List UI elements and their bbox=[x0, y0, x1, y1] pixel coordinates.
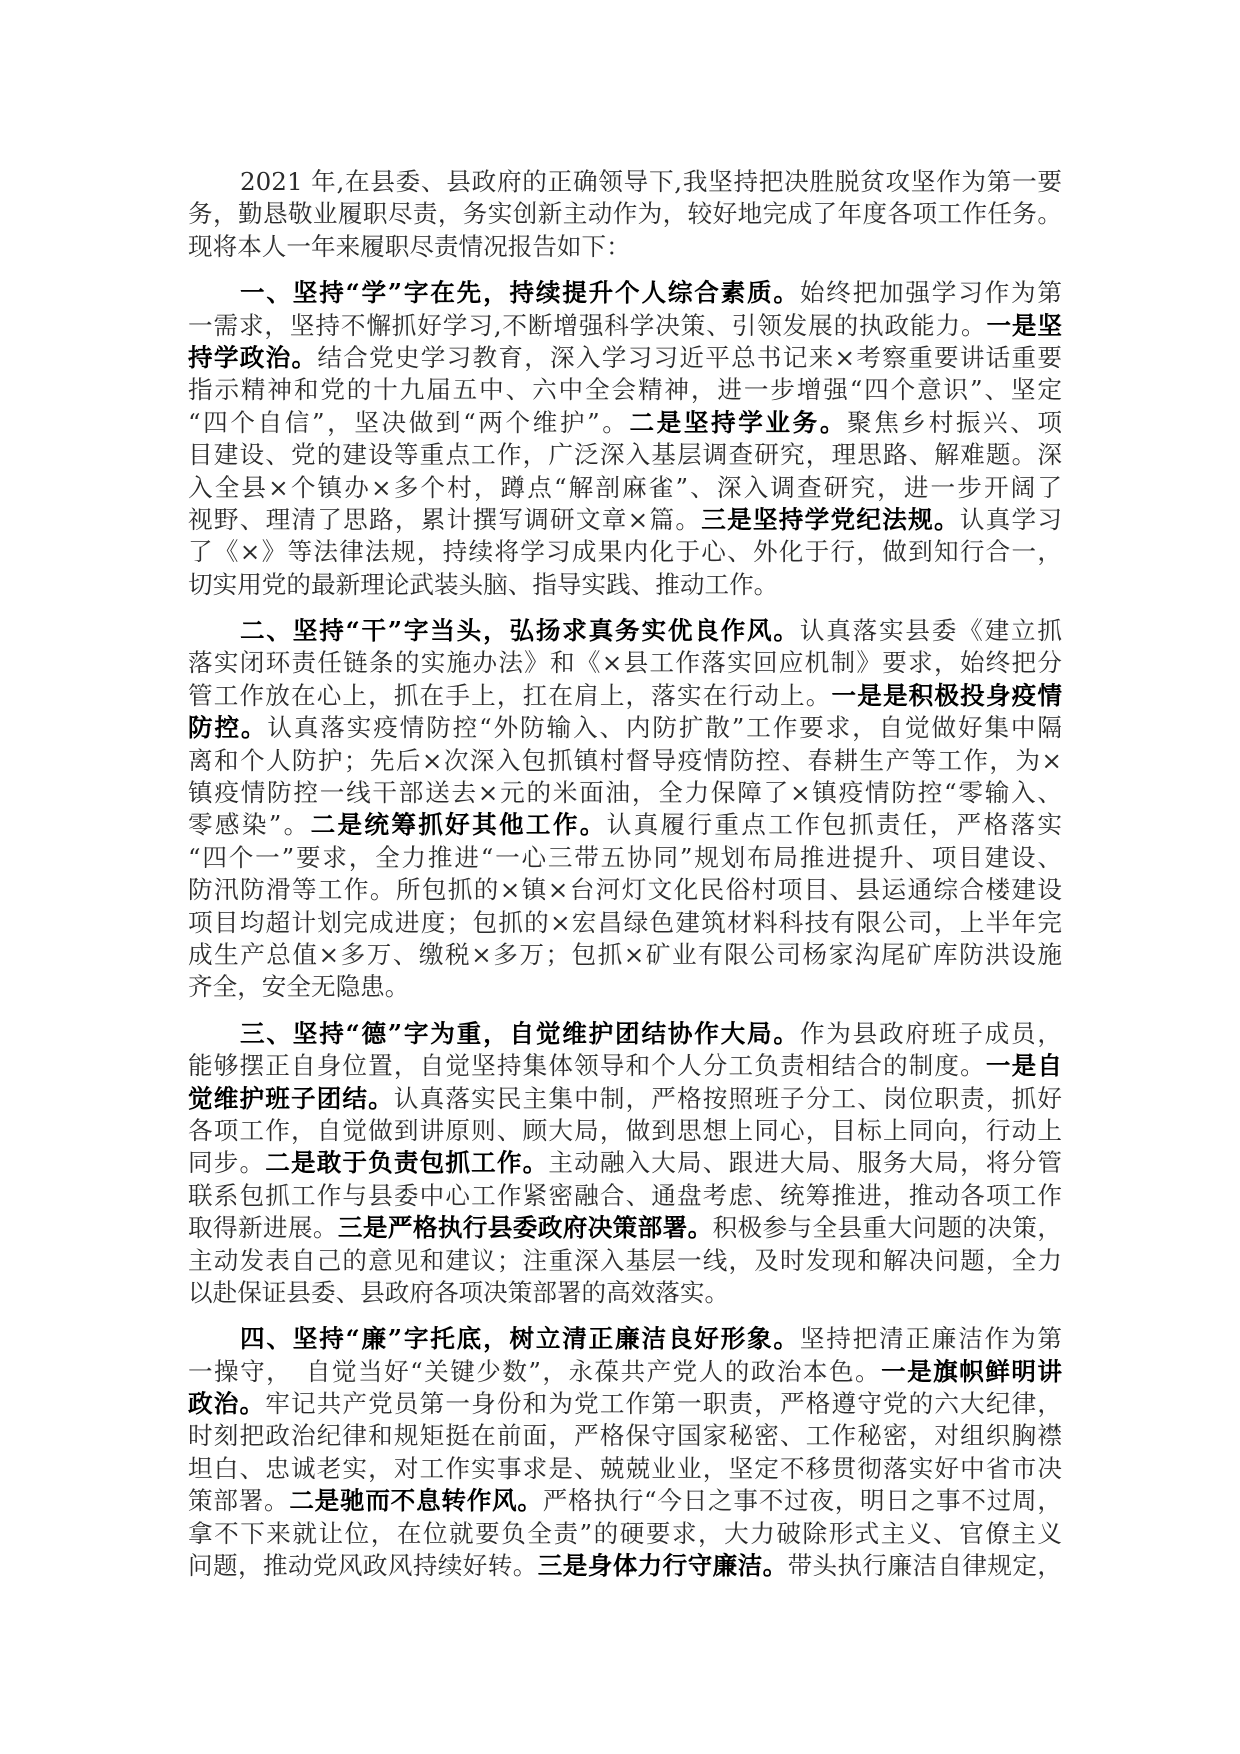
body-text: 管工作放在心上，抓在手上，扛在肩上，落实在行动上。 bbox=[188, 680, 832, 710]
text-line bbox=[188, 1518, 1062, 1550]
body-text: 认真履行重点工作包抓责任，严格落实 bbox=[606, 810, 1062, 840]
text-line bbox=[188, 1356, 1062, 1388]
paragraph bbox=[188, 277, 1062, 601]
text-line bbox=[188, 1180, 1062, 1212]
text-line bbox=[188, 504, 1062, 536]
body-text: 认真落实民主集中制，严格按照班子分工、岗位职责，抓好 bbox=[393, 1083, 1062, 1113]
text-line bbox=[188, 1485, 1062, 1517]
bold-heading-text: 一、坚持“学”字在先，持续提升个人综合素质。 bbox=[240, 278, 800, 308]
body-text: 严格执行“今日之事不过夜，明日之事不过周， bbox=[542, 1486, 1062, 1516]
body-text: 联系包抓工作与县委中心工作紧密融合、通盘考虑、统筹推进，推动各项工作 bbox=[188, 1180, 1062, 1210]
body-text: 能够摆正自身位置，自觉坚持集体领导和个人分工负责相结合的制度。 bbox=[188, 1051, 986, 1081]
body-text: 聚焦乡村振兴、项 bbox=[847, 407, 1062, 437]
body-text: 目建设、党的建设等重点工作，广泛深入基层调查研究，理思路、解难题。深 bbox=[188, 440, 1062, 470]
body-text: 现将本人一年来履职尽责情况报告如下： bbox=[188, 231, 631, 261]
text-line bbox=[188, 842, 1062, 874]
bold-heading-text: 二是驰而不息转作风。 bbox=[289, 1486, 543, 1516]
body-text: 离和个人防护；先后×次深入包抓镇村督导疫情防控、春耕生产等工作，为× bbox=[188, 745, 1062, 775]
body-text: 主动融入大局、跟进大局、服务大局，将分管 bbox=[548, 1148, 1062, 1178]
body-text: 结合党史学习教育，深入学习习近平总书记来×考察重要讲话重要 bbox=[317, 342, 1062, 372]
body-text: 坦白、忠诚老实，对工作实事求是、兢兢业业，坚定不移贯彻落实好中省市决 bbox=[188, 1453, 1062, 1483]
text-line bbox=[188, 1388, 1062, 1420]
body-text: 零感染”。 bbox=[188, 810, 311, 840]
body-text: 作为县政府班子成员， bbox=[799, 1018, 1062, 1048]
text-line bbox=[188, 166, 1062, 198]
text-line bbox=[188, 777, 1062, 809]
text-line bbox=[188, 939, 1062, 971]
text-line bbox=[188, 1323, 1062, 1355]
text-line bbox=[188, 569, 1062, 601]
bold-heading-text: 三是坚持学党纪法规。 bbox=[701, 504, 960, 534]
body-text: 坚持把清正廉洁作为第 bbox=[799, 1324, 1062, 1354]
text-line bbox=[188, 472, 1062, 504]
body-text: 以赴保证县委、县政府各项决策部署的高效落实。 bbox=[188, 1277, 730, 1307]
body-text: 认真学习 bbox=[959, 504, 1062, 534]
body-text: 成生产总值×多万、缴税×多万；包抓×矿业有限公司杨家沟尾矿库防洪设施 bbox=[188, 939, 1062, 969]
text-line bbox=[188, 1115, 1062, 1147]
body-text: “四个自信”，坚决做到“两个维护”。 bbox=[188, 407, 630, 437]
bold-heading-text: 三、坚持“德”字为重，自觉维护团结协作大局。 bbox=[240, 1018, 800, 1048]
body-text: 同步。 bbox=[188, 1148, 266, 1178]
body-text: 认真落实疫情防控“外防输入、内防扩散”工作要求，自觉做好集中隔 bbox=[267, 713, 1062, 743]
body-text: 指示精神和党的十九届五中、六中全会精神，进一步增强“四个意识”、坚定 bbox=[188, 375, 1062, 405]
text-line bbox=[188, 1453, 1062, 1485]
paragraph bbox=[188, 1018, 1062, 1310]
text-line bbox=[188, 231, 1062, 263]
bold-heading-text: 二是坚持学业务。 bbox=[629, 407, 848, 437]
body-text: 切实用党的最新理论武装头脑、指导实践、推动工作。 bbox=[188, 569, 779, 599]
bold-heading-text: 政治。 bbox=[188, 1389, 266, 1419]
document-body bbox=[188, 166, 1062, 1596]
text-line bbox=[188, 680, 1062, 712]
text-line bbox=[188, 198, 1062, 230]
body-text: 视野、理清了思路，累计撰写调研文章×篇。 bbox=[188, 504, 702, 534]
text-line bbox=[188, 407, 1062, 439]
body-text: 问题，推动党风政风持续好转。 bbox=[188, 1551, 538, 1581]
body-text: 项目均超计划完成进度；包抓的×宏昌绿色建筑材料科技有限公司，上半年完 bbox=[188, 907, 1062, 937]
body-text: 积极参与全县重大问题的决策， bbox=[712, 1213, 1062, 1243]
body-text: 各项工作，自觉做到讲原则、顾大局，做到思想上同心，目标上同向，行动上 bbox=[188, 1115, 1062, 1145]
text-line bbox=[188, 809, 1062, 841]
paragraph bbox=[188, 166, 1062, 263]
text-line bbox=[188, 712, 1062, 744]
text-line bbox=[188, 971, 1062, 1003]
body-text: 了《×》等法律法规，持续将学习成果内化于心、外化于行，做到知行合一， bbox=[188, 537, 1062, 567]
text-line bbox=[188, 439, 1062, 471]
bold-heading-text: 二是统筹抓好其他工作。 bbox=[310, 810, 607, 840]
bold-heading-text: 一是坚 bbox=[986, 310, 1062, 340]
body-text: 牢记共产党员第一身份和为党工作第一职责，严格遵守党的六大纪律， bbox=[265, 1389, 1062, 1419]
text-line bbox=[188, 907, 1062, 939]
text-line bbox=[188, 342, 1062, 374]
body-text: 带头执行廉洁自律规定， bbox=[787, 1551, 1062, 1581]
text-line bbox=[188, 1083, 1062, 1115]
bold-heading-text: 一是自 bbox=[985, 1051, 1062, 1081]
bold-heading-text: 觉维护班子团结。 bbox=[188, 1083, 394, 1113]
body-text: 主动发表自己的意见和建议；注重深入基层一线，及时发现和解决问题，全力 bbox=[188, 1245, 1062, 1275]
text-line bbox=[188, 874, 1062, 906]
text-line bbox=[188, 615, 1062, 647]
text-line bbox=[188, 745, 1062, 777]
bold-heading-text: 四、坚持“廉”字托底，树立清正廉洁良好形象。 bbox=[240, 1324, 800, 1354]
text-line bbox=[188, 1050, 1062, 1082]
text-line bbox=[188, 536, 1062, 568]
body-text: 拿不下来就让位，在位就要负全责”的硬要求，大力破除形式主义、官僚主义 bbox=[188, 1518, 1062, 1548]
text-line bbox=[188, 1277, 1062, 1309]
body-text: 认真落实县委《建立抓 bbox=[799, 616, 1062, 646]
body-text: 2021 年,在县委、县政府的正确领导下,我坚持把决胜脱贫攻坚作为第一要 bbox=[240, 167, 1062, 196]
paragraph bbox=[188, 615, 1062, 1004]
body-text: 始终把加强学习作为第 bbox=[799, 278, 1062, 308]
bold-heading-text: 一是是积极投身疫情 bbox=[831, 680, 1062, 710]
body-text: 防汛防滑等工作。所包抓的×镇×台河灯文化民俗村项目、县运通综合楼建设 bbox=[188, 875, 1062, 905]
text-line bbox=[188, 374, 1062, 406]
body-text: 齐全，安全无隐患。 bbox=[188, 972, 410, 1002]
body-text: 入全县×个镇办×多个村，蹲点“解剖麻雀”、深入调查研究，进一步开阔了 bbox=[188, 472, 1062, 502]
paragraph bbox=[188, 1323, 1062, 1582]
text-line bbox=[188, 1018, 1062, 1050]
bold-heading-text: 持学政治。 bbox=[188, 342, 318, 372]
bold-heading-text: 三是身体力行守廉洁。 bbox=[537, 1551, 788, 1581]
text-line bbox=[188, 277, 1062, 309]
text-line bbox=[188, 647, 1062, 679]
body-text: 务，勤恳敬业履职尽责，务实创新主动作为，较好地完成了年度各项工作任务。 bbox=[188, 199, 1062, 229]
body-text: 镇疫情防控一线干部送去×元的米面油，全力保障了×镇疫情防控“零输入、 bbox=[188, 778, 1062, 808]
body-text: 一需求，坚持不懈抓好学习,不断增强科学决策、引领发展的执政能力。 bbox=[188, 310, 987, 340]
body-text: 策部署。 bbox=[188, 1486, 290, 1516]
body-text: 时刻把政治纪律和规矩挺在前面，严格保守国家秘密、工作秘密，对组织胸襟 bbox=[188, 1421, 1062, 1451]
bold-heading-text: 二是敢于负责包抓工作。 bbox=[265, 1148, 549, 1178]
text-line bbox=[188, 1550, 1062, 1582]
text-line bbox=[188, 310, 1062, 342]
text-line bbox=[188, 1420, 1062, 1452]
bold-heading-text: 防控。 bbox=[188, 713, 268, 743]
text-line bbox=[188, 1245, 1062, 1277]
body-text: 一操守， 自觉当好“关键少数”，永葆共产党人的政治本色。 bbox=[188, 1356, 882, 1386]
body-text: “四个一”要求，全力推进“一心三带五协同”规划布局推进提升、项目建设、 bbox=[188, 842, 1062, 872]
body-text: 取得新进展。 bbox=[188, 1213, 338, 1243]
bold-heading-text: 一是旗帜鲜明讲 bbox=[881, 1356, 1062, 1386]
bold-heading-text: 三是严格执行县委政府决策部署。 bbox=[337, 1213, 713, 1243]
body-text: 落实闭环责任链条的实施办法》和《×县工作落实回应机制》要求，始终把分 bbox=[188, 648, 1062, 678]
bold-heading-text: 二、坚持“干”字当头，弘扬求真务实优良作风。 bbox=[240, 616, 800, 646]
text-line bbox=[188, 1212, 1062, 1244]
text-line bbox=[188, 1147, 1062, 1179]
